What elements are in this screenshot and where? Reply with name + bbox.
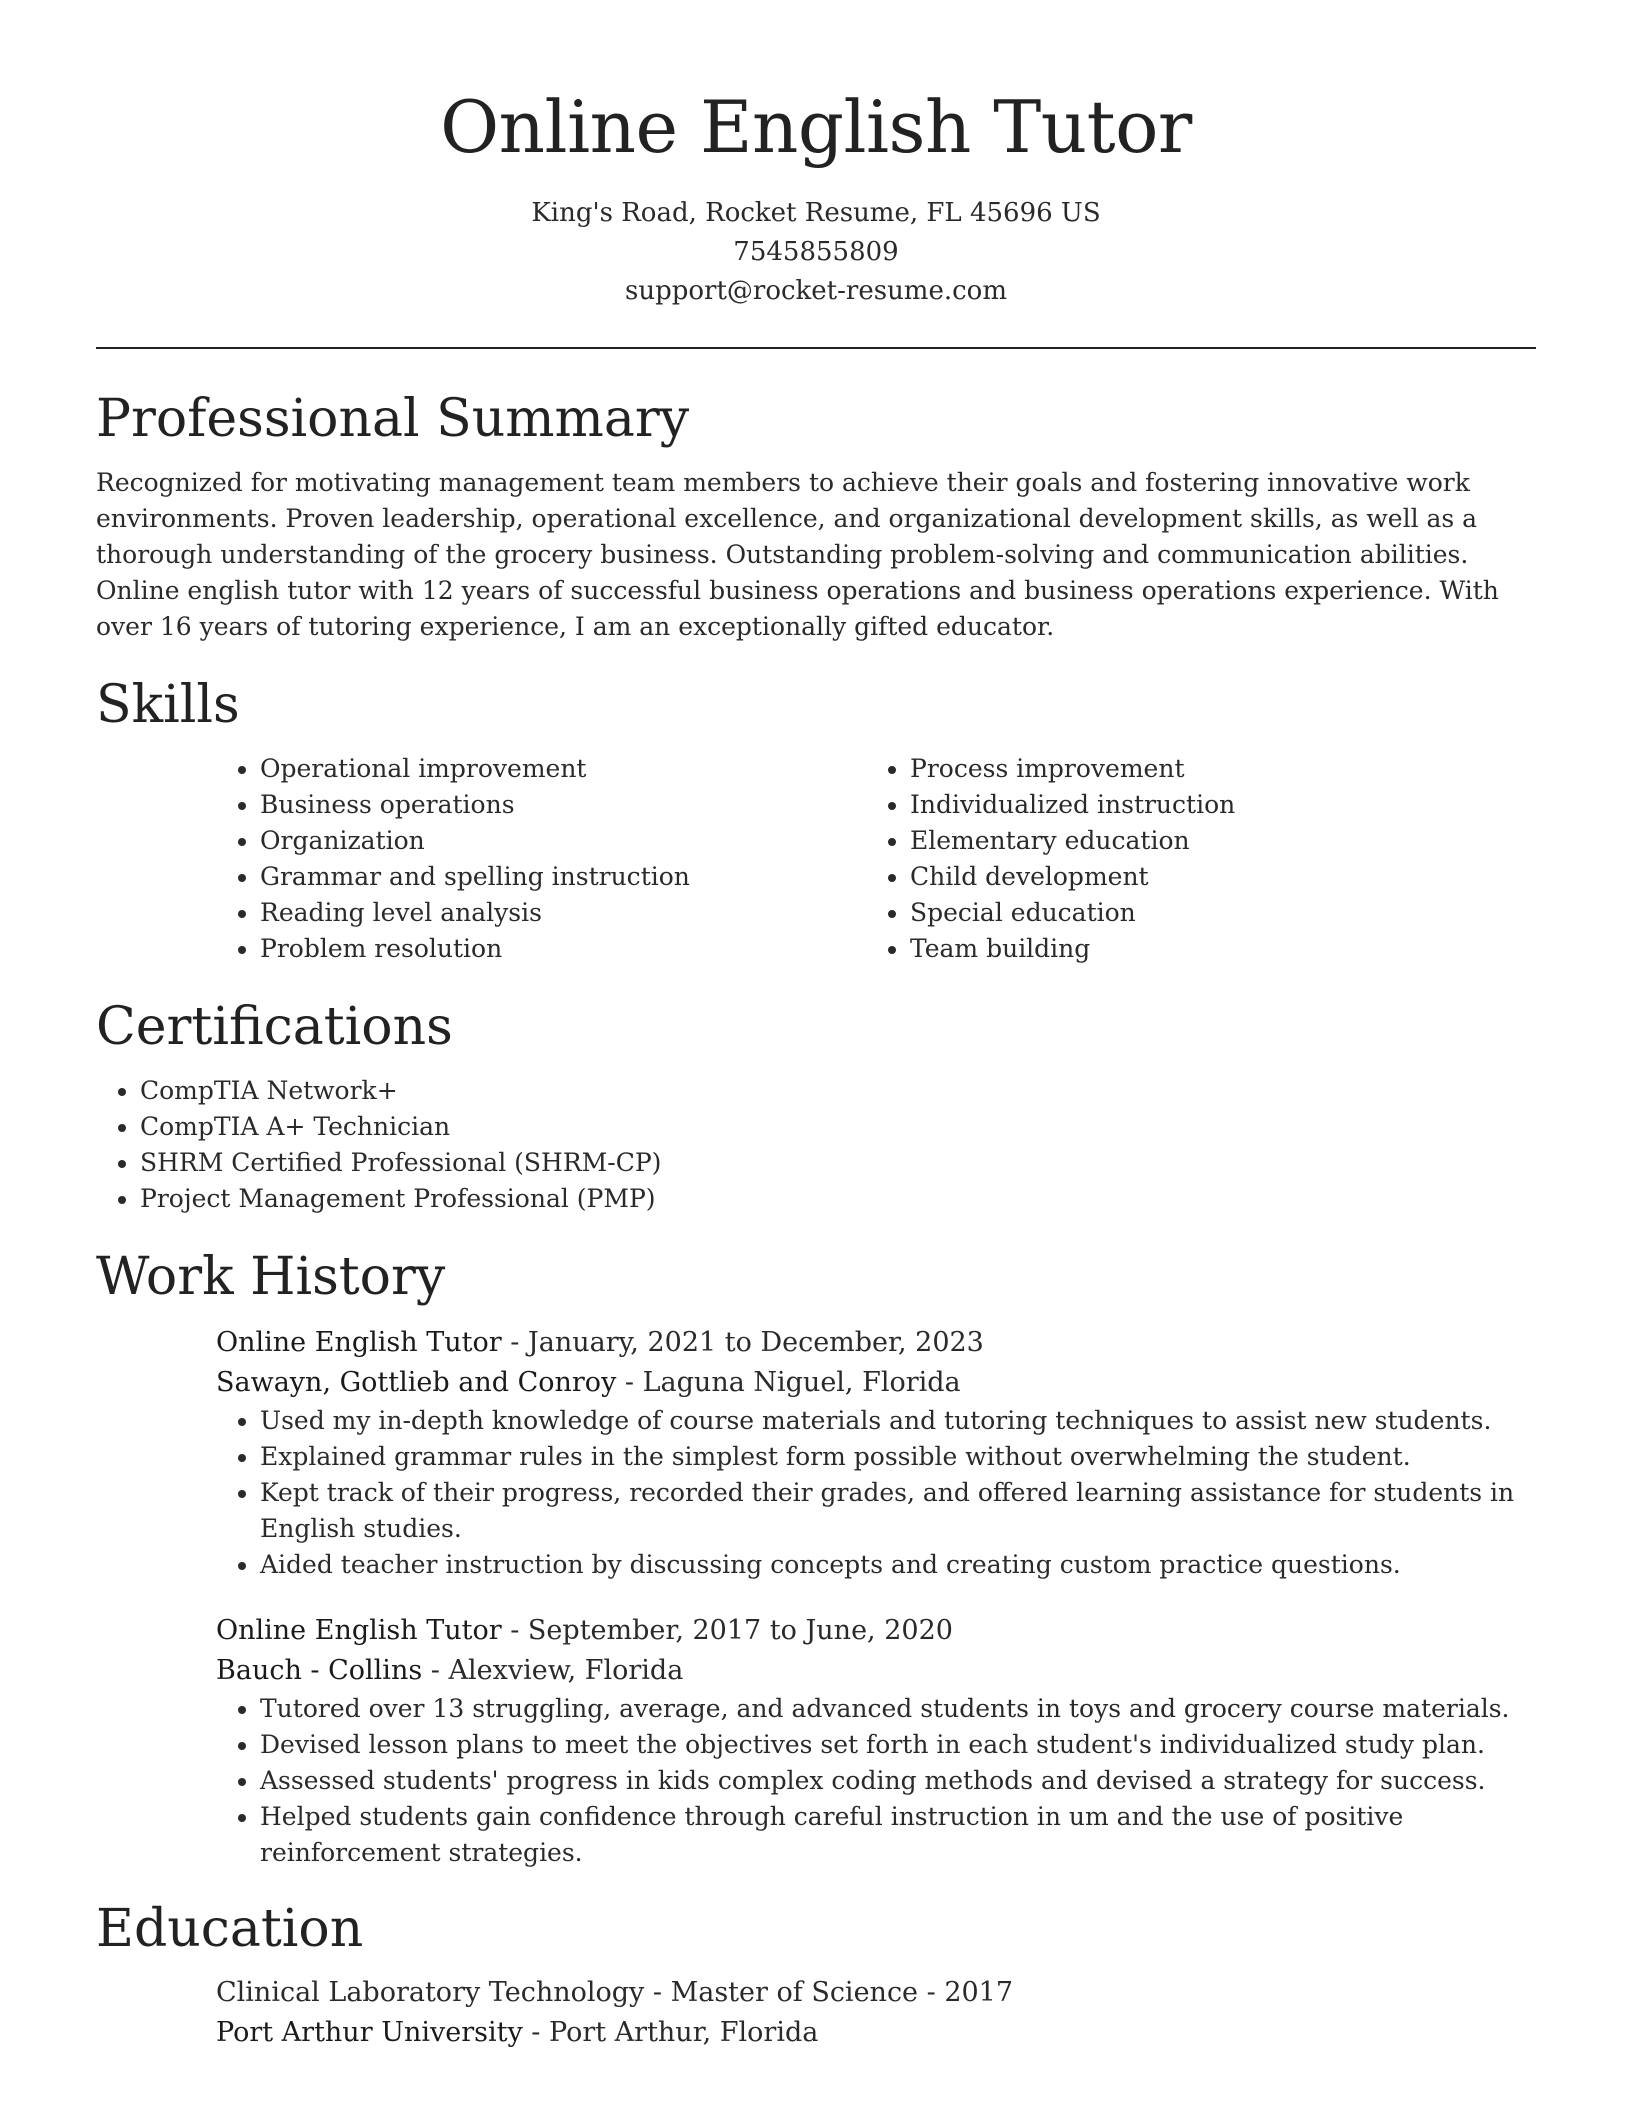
certifications-section — [96, 995, 1536, 1217]
list-item: • Project Management Professional (PMP) — [140, 1181, 1536, 1217]
certifications-list — [96, 1073, 1536, 1217]
education-degree: Clinical Laboratory Technology - Master of Science - 2017 — [216, 1977, 1014, 2008]
list-item: • Individualized instruction — [910, 787, 1516, 823]
list-item: • Grammar and spelling instruction — [260, 859, 866, 895]
education-location: - Port Arthur, Florida — [522, 2017, 819, 2048]
list-item: • Tutored over 13 struggling, average, and advanced students in toys and grocery course materials. — [260, 1691, 1536, 1727]
list-item: • Helped students gain confidence through careful instruction in um and the use of positive reinforcement strategies. — [260, 1799, 1536, 1871]
list-item: • Assessed students' progress in kids complex coding methods and devised a strategy for success. — [260, 1763, 1536, 1799]
job-location: - Alexview, Florida — [422, 1655, 684, 1686]
list-item: • Devised lesson plans to meet the objectives set forth in each student's individualized study plan. — [260, 1727, 1536, 1763]
education-section — [96, 1897, 1536, 2053]
job-title-line — [216, 1611, 1536, 1651]
job-company: Sawayn, Gottlieb and Conroy — [216, 1367, 617, 1398]
contact-block — [96, 194, 1536, 311]
list-item: • Problem resolution — [260, 931, 866, 967]
list-item: • Reading level analysis — [260, 895, 866, 931]
job-entry — [216, 1323, 1536, 1583]
skills-title: Skills — [96, 675, 240, 735]
job-role: Online English Tutor — [216, 1327, 502, 1358]
work-history-title: Work History — [96, 1247, 446, 1307]
work-history-section — [96, 1245, 1536, 1871]
skills-column-right — [866, 751, 1516, 967]
education-school-line — [216, 2013, 1536, 2053]
job-role: Online English Tutor — [216, 1615, 502, 1646]
summary-text: Recognized for motivating management team members to achieve their goals and fostering innovative work environments. Proven leadership, operational excellence, and organizational development skills, as well as a thorough understanding of the grocery business. Outstanding problem-solving and communication abilities. Online english tutor with 12 years of successful business operations and business operations experience. With over 16 years of tutoring experience, I am an exceptionally gifted educator. — [96, 468, 1499, 641]
skills-column-left — [216, 751, 866, 967]
summary-title: Professional Summary — [96, 389, 690, 449]
skills-section — [96, 673, 1536, 967]
list-item: • Aided teacher instruction by discussing concepts and creating custom practice questions. — [260, 1547, 1536, 1583]
education-school: Port Arthur University — [216, 2017, 523, 2048]
email: support@rocket-resume.com — [624, 276, 1007, 306]
job-company-line — [216, 1651, 1536, 1691]
candidate-name: Online English Tutor — [440, 85, 1192, 169]
education-entry — [216, 1973, 1536, 2053]
list-item: • Operational improvement — [260, 751, 866, 787]
list-item: • Used my in-depth knowledge of course materials and tutoring techniques to assist new students. — [260, 1403, 1536, 1439]
list-item: • Process improvement — [910, 751, 1516, 787]
job-bullets — [216, 1403, 1536, 1583]
list-item: • Team building — [910, 931, 1516, 967]
job-company-line — [216, 1363, 1536, 1403]
list-item: • Elementary education — [910, 823, 1516, 859]
job-entry — [216, 1611, 1536, 1871]
list-item: • Explained grammar rules in the simplest form possible without overwhelming the student. — [260, 1439, 1536, 1475]
resume-header — [96, 0, 1536, 311]
resume-page — [96, 0, 1536, 2053]
phone: 7545855809 — [733, 237, 899, 267]
header-divider — [96, 347, 1536, 349]
summary-section — [96, 387, 1536, 645]
list-item: • Child development — [910, 859, 1516, 895]
list-item: • Business operations — [260, 787, 866, 823]
skills-grid — [216, 751, 1536, 967]
list-item: • SHRM Certified Professional (SHRM-CP) — [140, 1145, 1536, 1181]
job-dates: - September, 2017 to June, 2020 — [501, 1615, 953, 1646]
list-item: • Kept track of their progress, recorded their grades, and offered learning assistance for students in English studies. — [260, 1475, 1536, 1547]
skills-list-right — [866, 751, 1516, 967]
job-dates: - January, 2021 to December, 2023 — [501, 1327, 984, 1358]
list-item: • Special education — [910, 895, 1516, 931]
certifications-title: Certifications — [96, 997, 453, 1057]
skills-list-left — [216, 751, 866, 967]
job-title-line — [216, 1323, 1536, 1363]
list-item: • Organization — [260, 823, 866, 859]
education-title: Education — [96, 1899, 364, 1959]
list-item: • CompTIA Network+ — [140, 1073, 1536, 1109]
job-company: Bauch - Collins — [216, 1655, 423, 1686]
job-bullets — [216, 1691, 1536, 1871]
job-location: - Laguna Niguel, Florida — [616, 1367, 961, 1398]
list-item: • CompTIA A+ Technician — [140, 1109, 1536, 1145]
address: King's Road, Rocket Resume, FL 45696 US — [531, 198, 1101, 228]
